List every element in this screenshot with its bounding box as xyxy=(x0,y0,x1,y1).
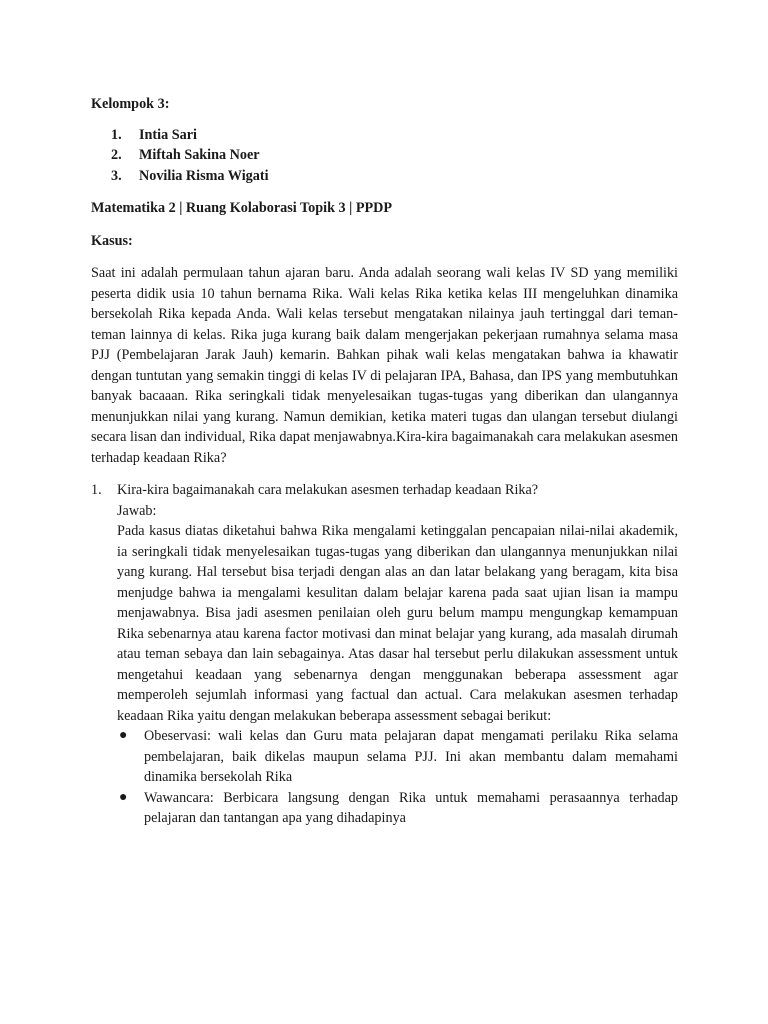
document-content xyxy=(91,94,678,829)
question-body xyxy=(117,480,678,829)
bullet-item xyxy=(117,788,678,829)
member-name: Novilia Risma Wigati xyxy=(139,167,269,184)
member-item xyxy=(91,166,678,187)
bullet-dot-icon: ● xyxy=(119,789,128,805)
question-text: Kira-kira bagaimanakah cara melakukan asesmen terhadap keadaan Rika? xyxy=(117,482,539,498)
question-number: 1. xyxy=(91,482,102,498)
question-list xyxy=(91,480,678,829)
question-item xyxy=(91,480,678,829)
bullet-text: Wawancara: Berbicara langsung dengan Rika untuk memahami perasaannya terhadap pelajaran dan tantangan apa yang dihadapinya xyxy=(144,789,678,826)
member-item xyxy=(91,145,678,166)
case-label: Kasus: xyxy=(91,232,133,249)
case-paragraph: Saat ini adalah permulaan tahun ajaran baru. Anda adalah seorang wali kelas IV SD yang memiliki peserta didik usia 10 tahun bernama Rika. Wali kelas Rika ketika kelas III mengeluhkan dinamika bersekolah Rika kepada Anda. Wali kelas tersebut mengatakan nilainya jauh tertinggal dari teman-teman lainnya di kelas. Rika juga kurang baik dalam mengerjakan pekerjaan rumahnya selama masa PJJ (Pembelajaran Jarak Jauh) kemarin. Bahkan pihak wali kelas mengatakan bahwa ia khawatir dengan tuntutan yang semakin tinggi di kelas IV di pelajaran IPA, Bahasa, dan IPS yang membutuhkan banyak bacaaan. Rika seringkali tidak menyelesaikan tugas-tugas yang diberikan dan ulangannya menunjukkan nilai yang kurang. Namun demikian, ketika materi tugas dan ulangan tersebut diulangi secara lisan dan individual, Rika dapat menjawabnya.Kira-kira bagaimanakah cara melakukan asesmen terhadap keadaan Rika? xyxy=(91,265,678,466)
bullet-dot-icon: ● xyxy=(119,728,128,743)
member-item xyxy=(91,125,678,146)
answer-paragraph: Pada kasus diatas diketahui bahwa Rika mengalami ketinggalan pencapaian nilai-nilai akademik, ia seringkali tidak menyelesaikan tugas-tugas yang diberikan dan ulangannya menunjukkan nilai yang kurang. Hal tersebut bisa terjadi dengan alas an dan latar belakang yang beragam, kita bisa menjudge bahwa ia mengalami kesulitan dalam belajar karena pada saat ujian lisan ia mampu menjawabnya. Bisa jadi asesmen penilaian oleh guru belum mampu mengungkap kemampuan Rika sebenarnya atau karena factor motivasi dan minat belajar yang kurang, ada masalah dirumah atau teman sebaya dan lain sebagainya. Atas dasar hal tersebut perlu dilakukan assessment untuk mengetahui keadaan yang sebenarnya dengan menggunakan beberapa assessment agar memperoleh sejumlah informasi yang factual dan actual. Cara melakukan asesmen terhadap keadaan Rika yaitu dengan melakukan beberapa assessment sebagai berikut: xyxy=(117,523,678,724)
answer-label: Jawab: xyxy=(117,502,157,519)
group-title: Kelompok 3: xyxy=(91,96,170,112)
member-list xyxy=(91,125,678,187)
member-number: 1. xyxy=(111,126,122,143)
member-name: Intia Sari xyxy=(139,126,197,143)
member-number: 3. xyxy=(111,167,122,184)
bullet-text: Obeservasi: wali kelas dan Guru mata pelajaran dapat mengamati perilaku Rika selama pembelajaran, baik dikelas maupun selama PJJ. Ini akan membantu dalam memahami dinamika bersekolah Rika xyxy=(144,728,678,785)
subject-heading: Matematika 2 | Ruang Kolaborasi Topik 3 | PPDP xyxy=(91,200,393,216)
assessment-bullet-list xyxy=(117,726,678,829)
member-name: Miftah Sakina Noer xyxy=(139,147,260,163)
bullet-item xyxy=(117,726,678,788)
member-number: 2. xyxy=(111,147,122,163)
